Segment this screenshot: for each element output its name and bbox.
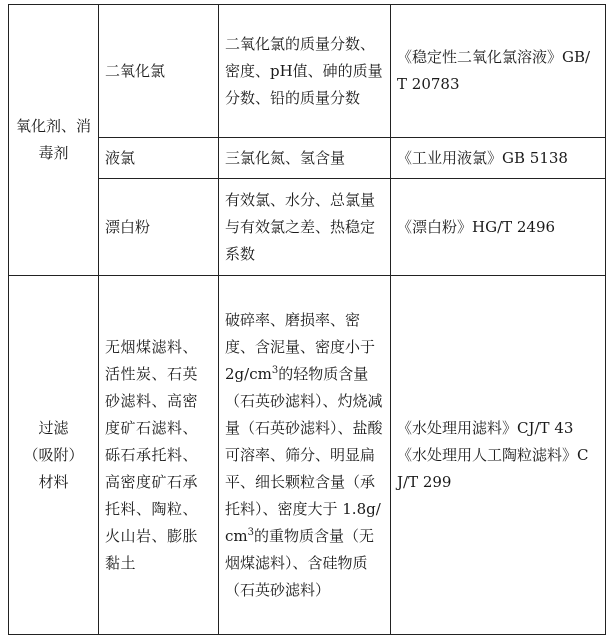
standard-filter-2: 《水处理用人工陶粒滤料》CJ/T 299 [397, 445, 589, 491]
standard-filter-media [391, 276, 606, 635]
group-filter-line-3: 材料 [38, 472, 69, 491]
items-filter-sup-1: 3 [271, 364, 279, 376]
material-filter-media: 无烟煤滤料、活性炭、石英砂滤料、高密度矿石滤料、砾石承托料、高密度矿石承托料、陶粒、火山岩、膨胀黏土 [99, 276, 219, 635]
material-bleaching-powder: 漂白粉 [99, 179, 219, 276]
table-row [9, 138, 606, 179]
table-row [9, 5, 606, 138]
items-filter-media [219, 276, 391, 635]
standard-bleaching-powder: 《漂白粉》HG/T 2496 [391, 179, 606, 276]
items-liquid-chlorine: 三氯化氮、氢含量 [219, 138, 391, 179]
items-filter-sup-2: 3 [247, 526, 254, 538]
items-chlorine-dioxide: 二氧化氯的质量分数、密度、pH值、砷的质量分数、铅的质量分数 [219, 5, 391, 138]
group-filter-line-1: 过滤 [38, 418, 69, 437]
group-filter-line-2: （吸附） [23, 445, 84, 464]
material-chlorine-dioxide: 二氧化氯 [99, 5, 219, 138]
table-row [9, 276, 606, 635]
items-filter-text-3: 的重物质含量（无烟煤滤料）、含硅物质（石英砂滤料） [225, 526, 375, 599]
standard-liquid-chlorine: 《工业用液氯》GB 5138 [391, 138, 606, 179]
table-row [9, 179, 606, 276]
group-oxidant-disinfectant: 氧化剂、消毒剂 [9, 5, 99, 276]
items-filter-text-1: 破碎率、磨损率、密度、含泥量、密度小于 2g/cm [225, 310, 376, 383]
standard-filter-1: 《水处理用滤料》CJ/T 43 [397, 418, 574, 437]
group-filter-material [9, 276, 99, 635]
material-spec-table [8, 4, 606, 635]
material-liquid-chlorine: 液氯 [99, 138, 219, 179]
standard-chlorine-dioxide: 《稳定性二氧化氯溶液》GB/T 20783 [391, 5, 606, 138]
items-bleaching-powder: 有效氯、水分、总氯量与有效氯之差、热稳定系数 [219, 179, 391, 276]
items-filter-text-2: 的轻物质含量（石英砂滤料）、灼烧减量（石英砂滤料）、盐酸可溶率、筛分、明显扁平、细长颗粒含量（承托料）、密度大于 1.8g/cm [225, 364, 383, 545]
